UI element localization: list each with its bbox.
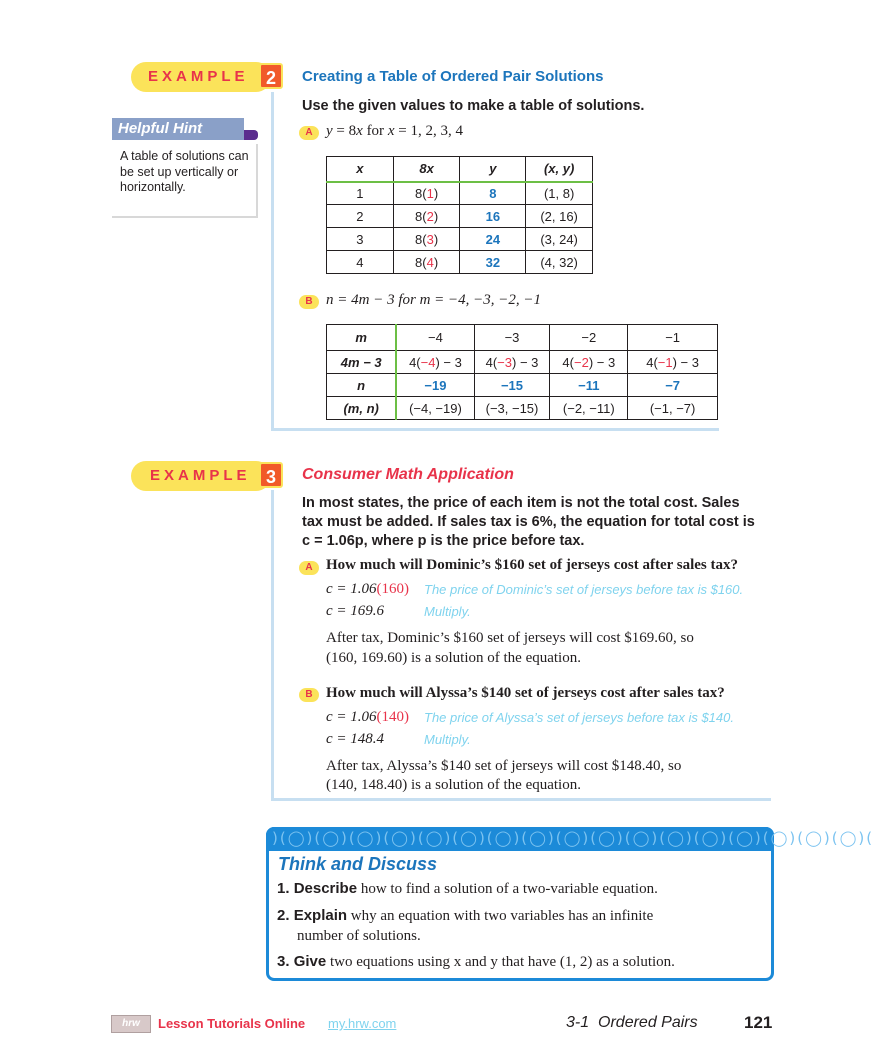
think-and-discuss-title: Think and Discuss [278,854,438,874]
example-2-part-a-prompt: y = 8x for x = 1, 2, 3, 4 [326,123,463,139]
example-3-label: EXAMPLE [150,467,251,484]
table-a-header: y [460,157,526,182]
table-row: m −4 −3 −2 −1 [327,325,718,351]
example-3-part-a-equation-2: c = 169.6 [326,603,385,619]
table-row: 3 8(3) 24 (3, 24) [327,228,593,251]
example-2-number: 2 [259,63,283,89]
example-3-rule-horizontal [271,798,771,801]
example-3-title: Consumer Math Application [302,466,514,483]
example-3-number: 3 [259,462,283,488]
example-3-part-a-note-1: The price of Dominic’s set of jerseys before tax is $160. [424,582,744,597]
example-3-part-b-note-1: The price of Alyssa’s set of jerseys before tax is $140. [424,710,734,725]
example-2-part-b-badge: B [299,295,319,309]
discussion-item-3: 3. Give two equations using x and y that have (1, 2) as a solution. [277,953,675,970]
example-3-part-b-equation-2: c = 148.4 [326,731,385,747]
example-3-part-a-answer-line-2: (160, 169.60) is a solution of the equation. [326,650,581,666]
section-title: 3-1 Ordered Pairs [566,1014,698,1031]
hrw-logo-icon: hrw [111,1015,151,1033]
table-a-header: (x, y) [526,157,593,182]
table-row: 4m − 3 4(−4) − 3 4(−3) − 3 4(−2) − 3 4(−1) − 3 [327,351,718,374]
example-3-part-a-equation-1: c = 1.06(160) [326,581,410,597]
example-3-part-b-note-2: Multiply. [424,732,471,747]
example-3-part-b-badge: B [299,688,319,702]
example-3-part-b-answer-line-1: After tax, Alyssa’s $140 set of jerseys will cost $148.40, so [326,758,682,774]
page-number: 121 [744,1013,773,1032]
decorative-pattern: )(◯)(◯)(◯)(◯)(◯)(◯)(◯)(◯)(◯)(◯)(◯)(◯)(◯)(◯)(◯)(◯)(◯)( [272,829,874,847]
example-3-part-b-equation-1: c = 1.06(140) [326,709,410,725]
example-2-table-a [326,156,593,274]
think-and-discuss-band [266,827,874,851]
example-3-intro-line-1: In most states, the price of each item is not the total cost. Sales [302,495,740,511]
table-row: (m, n) (−4, −19) (−3, −15) (−2, −11) (−1, −7) [327,397,718,420]
example-3-part-a-note-2: Multiply. [424,604,471,619]
lesson-tutorials-online-label: Lesson Tutorials Online [158,1016,306,1031]
example-3-intro-line-2: tax must be added. If sales tax is 6%, the equation for total cost is [302,514,755,530]
helpful-hint-title: Helpful Hint [112,118,244,140]
example-2-intro: Use the given values to make a table of solutions. [302,98,645,114]
example-2-title: Creating a Table of Ordered Pair Solutions [302,68,604,85]
example-2-rule-vertical [271,92,274,430]
helpful-hint-text: A table of solutions can be set up vertically or horizontally. [120,149,249,194]
example-2-label: EXAMPLE [148,68,249,85]
table-row: n −19 −15 −11 −7 [327,374,718,397]
example-3-part-a-question: How much will Dominic’s $160 set of jerseys cost after sales tax? [326,557,739,573]
table-row: 1 8(1) 8 (1, 8) [327,182,593,205]
table-row: 2 8(2) 16 (2, 16) [327,205,593,228]
example-3-part-a-badge: A [299,561,319,575]
discussion-item-2: 2. Explain why an equation with two variables has an infinite [277,907,654,924]
discussion-item-2-continued: number of solutions. [297,928,421,944]
example-3-part-b-answer-line-2: (140, 148.40) is a solution of the equation. [326,777,581,793]
example-3-rule-vertical [271,490,274,800]
example-2-part-b-prompt: n = 4m − 3 for m = −4, −3, −2, −1 [326,292,542,308]
table-a-header: x [327,157,394,182]
hrw-website-link[interactable]: my.hrw.com [328,1016,397,1031]
example-2-part-a-badge: A [299,126,319,140]
discussion-item-1: 1. Describe how to find a solution of a two-variable equation. [277,880,658,897]
table-row: 4 8(4) 32 (4, 32) [327,251,593,274]
table-a-header: 8x [393,157,460,182]
example-2-rule-horizontal [271,428,719,431]
example-3-part-a-answer-line-1: After tax, Dominic’s $160 set of jerseys will cost $169.60, so [326,630,694,646]
example-3-part-b-question: How much will Alyssa’s $140 set of jerseys cost after sales tax? [326,685,725,701]
example-2-table-b [326,324,718,420]
example-3-intro-line-3: c = 1.06p, where p is the price before tax. [302,533,585,549]
